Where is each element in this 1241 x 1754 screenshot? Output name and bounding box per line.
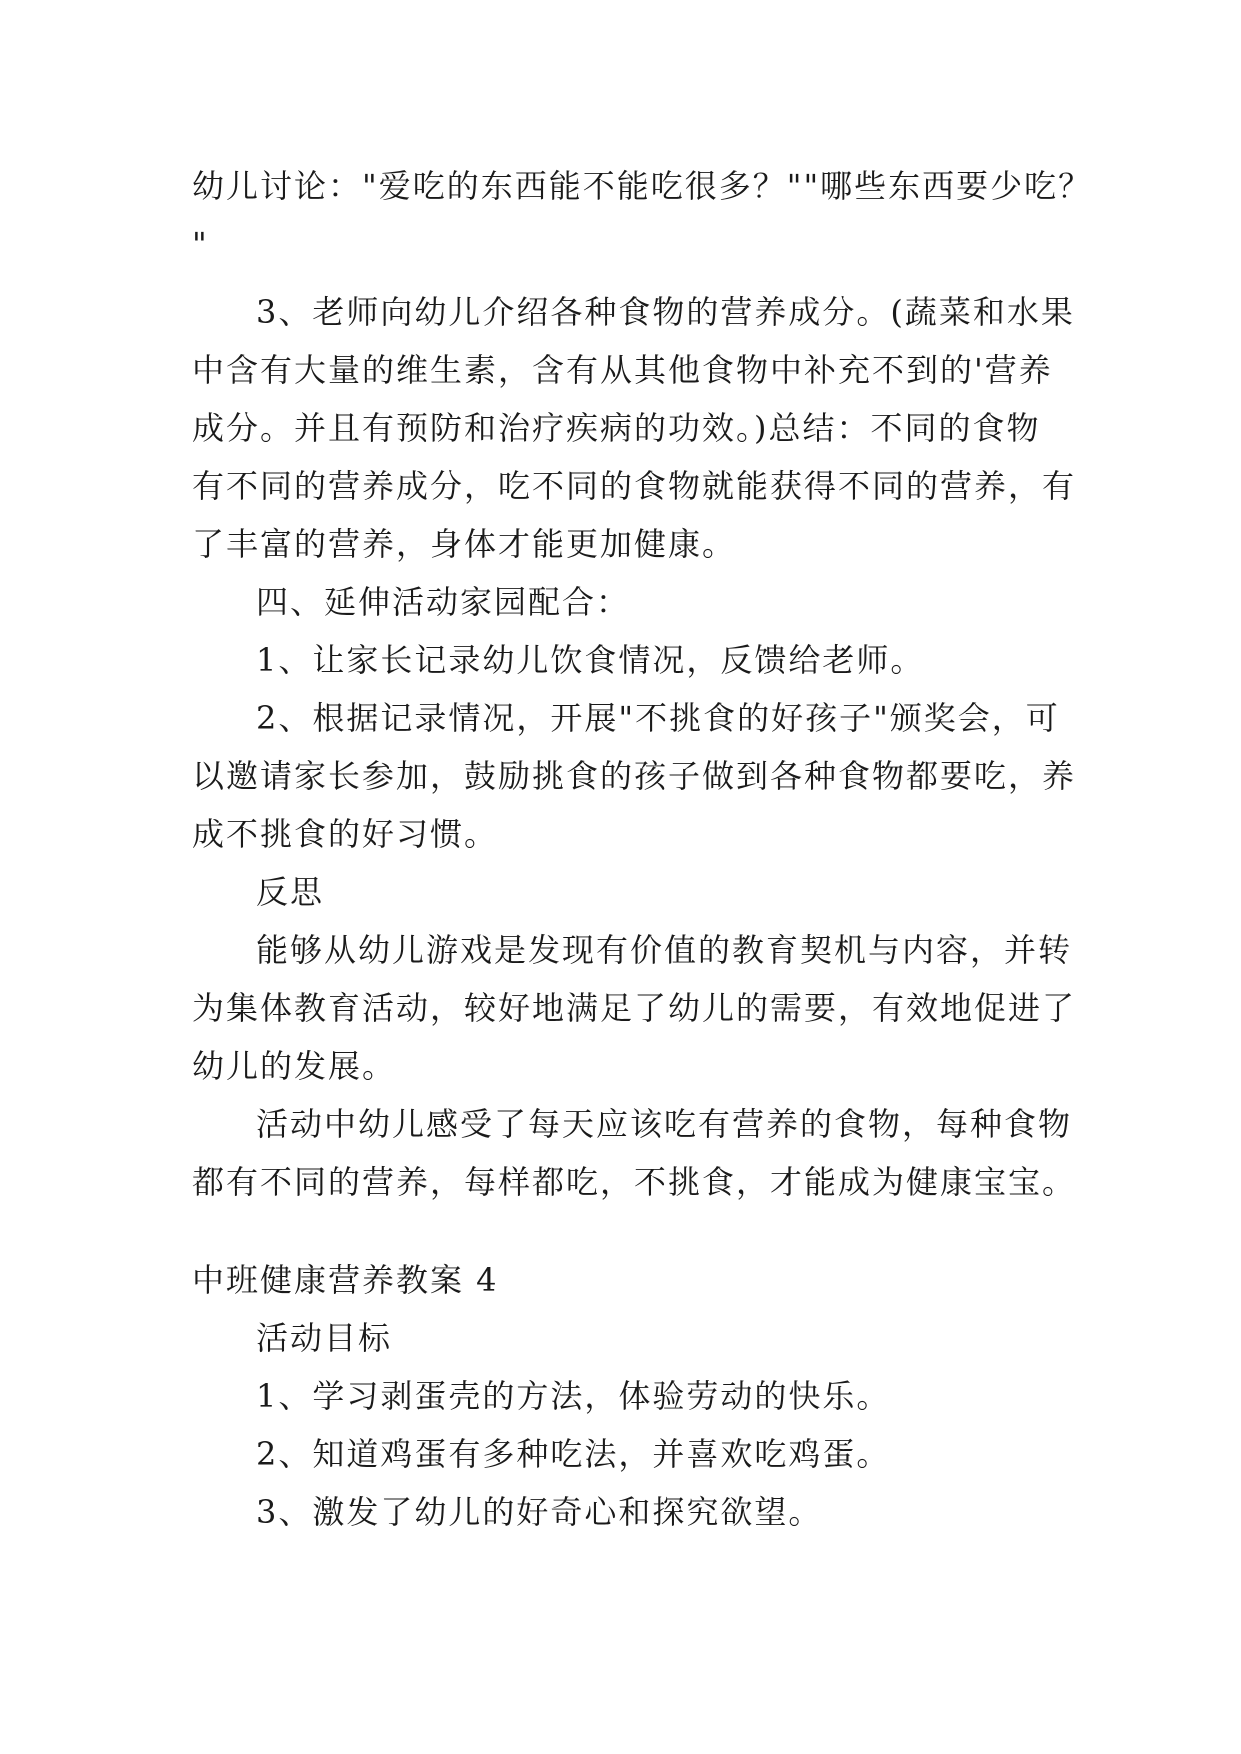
paragraph-line: 中含有大量的维生素，含有从其他食物中补充不到的'营养 xyxy=(192,351,1053,389)
list-item: 1、学习剥蛋壳的方法，体验劳动的快乐。 xyxy=(256,1377,891,1415)
paragraph-line: 为集体教育活动，较好地满足了幼儿的需要，有效地促进了 xyxy=(192,989,1077,1027)
paragraph-line: 能够从幼儿游戏是发现有价值的教育契机与内容，并转 xyxy=(256,931,1073,969)
paragraph-line: 成不挑食的好习惯。 xyxy=(192,815,499,853)
paragraph-line: 幼儿讨论："爱吃的东西能不能吃很多？""哪些东西要少吃？ xyxy=(192,167,1093,205)
paragraph-line: 幼儿的发展。 xyxy=(192,1047,397,1085)
paragraph-line: 都有不同的营养，每样都吃，不挑食，才能成为健康宝宝。 xyxy=(192,1163,1077,1201)
paragraph-line: 了丰富的营养，身体才能更加健康。 xyxy=(192,525,737,563)
document-title: 中班健康营养教案 4 xyxy=(192,1261,499,1299)
list-item: 3、激发了幼儿的好奇心和探究欲望。 xyxy=(256,1493,823,1531)
document-body xyxy=(192,157,1093,1541)
paragraph-line: " xyxy=(192,225,209,263)
paragraph-line: 有不同的营养成分，吃不同的食物就能获得不同的营养，有 xyxy=(192,467,1077,505)
section-heading: 反思 xyxy=(256,873,325,911)
list-item: 2、知道鸡蛋有多种吃法，并喜欢吃鸡蛋。 xyxy=(256,1435,891,1473)
paragraph-line: 以邀请家长参加，鼓励挑食的孩子做到各种食物都要吃，养 xyxy=(192,757,1077,795)
section-heading: 四、延伸活动家园配合： xyxy=(256,583,631,621)
paragraph-line: 成分。并且有预防和治疗疾病的功效。)总结：不同的食物 xyxy=(192,409,1041,447)
paragraph-line: 3、老师向幼儿介绍各种食物的营养成分。(蔬菜和水果 xyxy=(256,293,1075,331)
paragraph-line: 2、根据记录情况，开展"不挑食的好孩子"颁奖会，可 xyxy=(256,699,1060,737)
section-heading: 活动目标 xyxy=(256,1319,393,1357)
paragraph-line: 1、让家长记录幼儿饮食情况，反馈给老师。 xyxy=(256,641,925,679)
paragraph-line: 活动中幼儿感受了每天应该吃有营养的食物，每种食物 xyxy=(256,1105,1073,1143)
